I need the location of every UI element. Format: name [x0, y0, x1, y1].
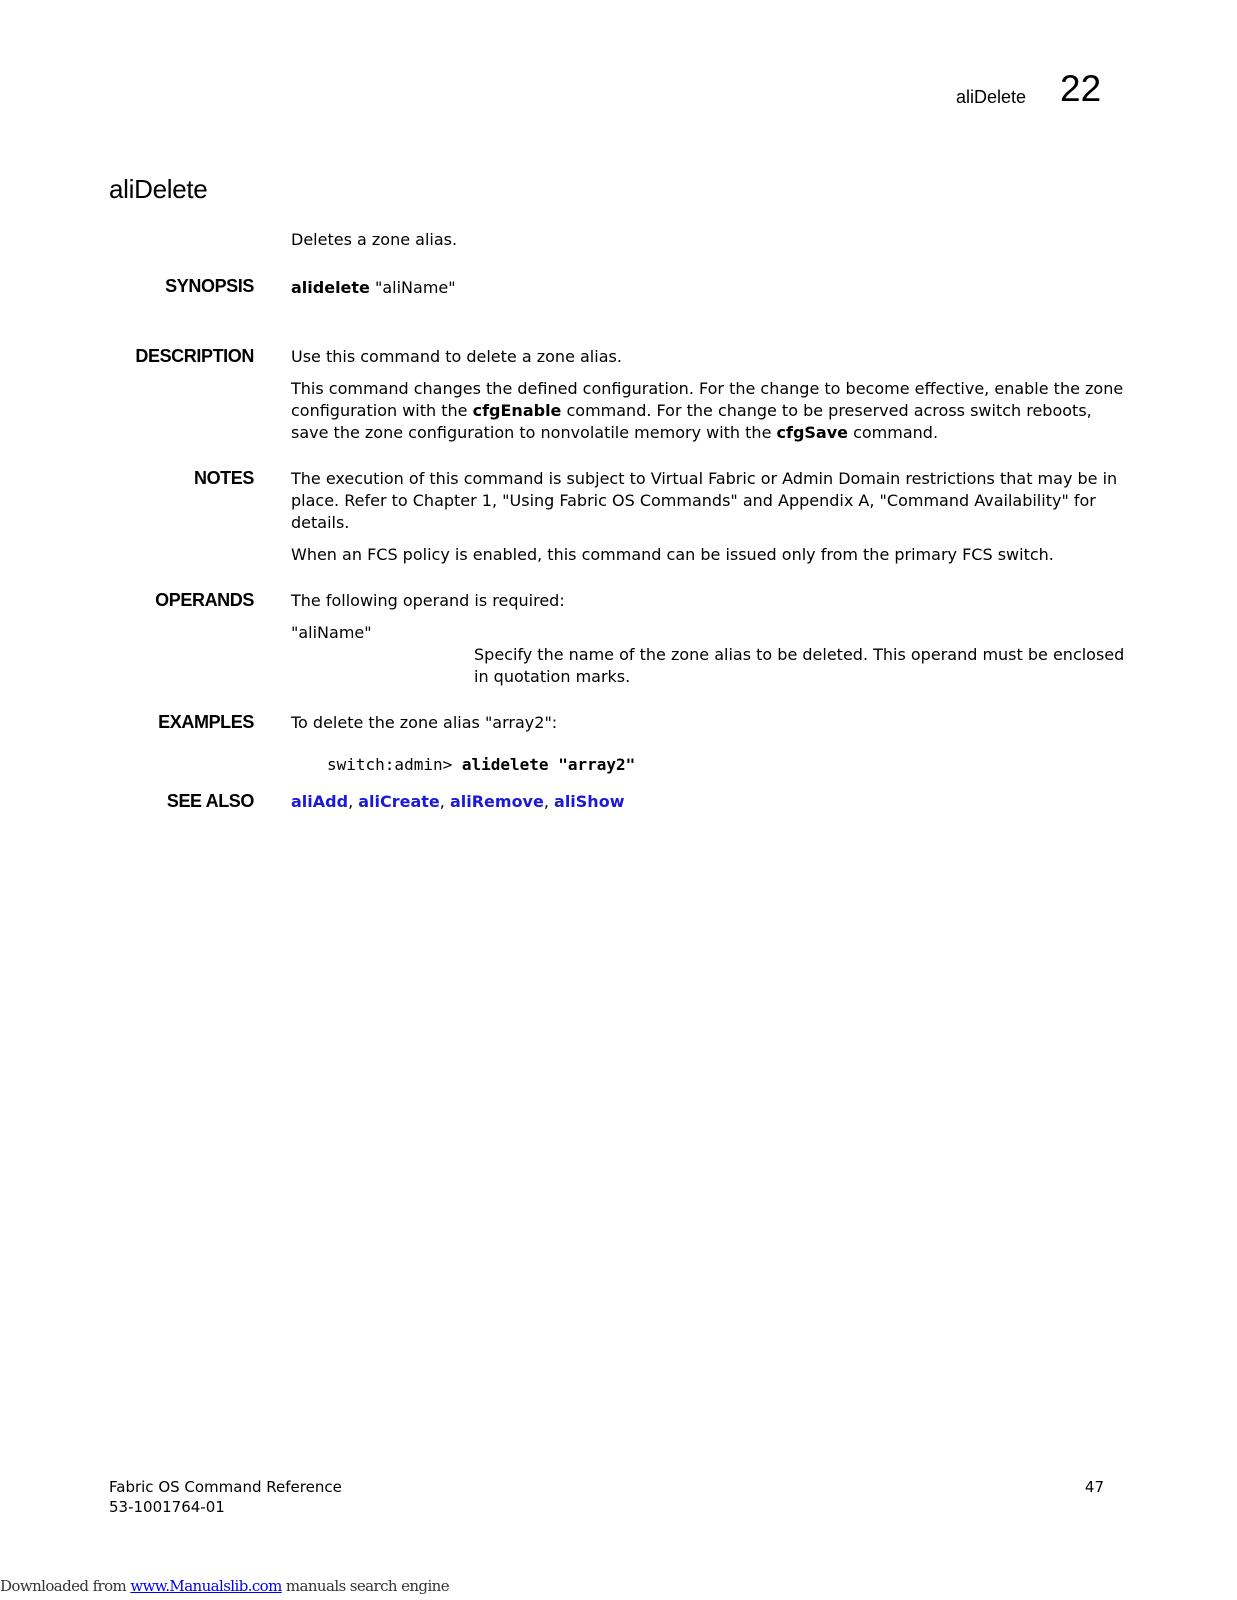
operand-description: Specify the name of the zone alias to be deleted. This operand must be enclosed in quotation marks. — [474, 645, 1125, 686]
footer-page-number: 47 — [1084, 1478, 1104, 1496]
notes-paragraph-2: When an FCS policy is enabled, this command can be issued only from the primary FCS switch. — [291, 545, 1054, 564]
see-also-link-aliadd[interactable]: aliAdd — [291, 792, 349, 811]
download-attribution: Downloaded from www.Manualslib.com manuals search engine — [0, 1577, 449, 1595]
command-summary: Deletes a zone alias. — [291, 230, 458, 249]
description-label: DESCRIPTION — [135, 346, 254, 366]
cfgsave-command: cfgSave — [776, 423, 848, 442]
synopsis-command: alidelete — [291, 278, 370, 297]
example-command: alidelete "array2" — [461, 755, 636, 774]
example-prompt: switch:admin> — [327, 755, 462, 774]
notes-paragraph-1: The execution of this command is subject to Virtual Fabric or Admin Domain restrictions that may be in place. Refer to Chapter 1, "Using Fabric OS Commands" and Appendix A, "Command Availability" for details. — [291, 469, 1118, 532]
synopsis-label: SYNOPSIS — [165, 276, 254, 296]
manualslib-link[interactable]: www.Manualslib.com — [130, 1577, 282, 1595]
see-also-links: aliAdd, aliCreate, aliRemove, aliShow — [291, 792, 625, 811]
description-paragraph-2: This command changes the defined configuration. For the change to become effective, enable the zone configuration with the cfgEnable command. For the change to be preserved across switch reboots, save the zone configuration to nonvolatile memory with the cfgSave command. — [291, 379, 1124, 442]
examples-label: EXAMPLES — [158, 712, 254, 732]
running-header-title: aliDelete — [955, 87, 1026, 107]
see-also-link-aliremove[interactable]: aliRemove — [449, 792, 544, 811]
see-also-link-alishow[interactable]: aliShow — [554, 792, 625, 811]
page-title: aliDelete — [109, 174, 208, 204]
chapter-number: 22 — [1060, 68, 1102, 109]
notes-label: NOTES — [193, 468, 254, 488]
example-code — [327, 755, 635, 774]
description-paragraph-1: Use this command to delete a zone alias. — [291, 347, 622, 366]
footer-doc-number: 53-1001764-01 — [109, 1498, 225, 1516]
cfgenable-command: cfgEnable — [472, 401, 562, 420]
operand-name: "aliName" — [291, 623, 372, 642]
footer-book-title: Fabric OS Command Reference — [109, 1478, 342, 1496]
see-also-link-alicreate[interactable]: aliCreate — [358, 792, 440, 811]
see-also-label: SEE ALSO — [166, 791, 254, 811]
operands-intro: The following operand is required: — [291, 591, 565, 610]
synopsis-text — [291, 277, 1131, 299]
synopsis-operand: "aliName" — [369, 278, 456, 297]
examples-intro: To delete the zone alias "array2": — [291, 713, 558, 732]
operands-label: OPERANDS — [155, 590, 254, 610]
